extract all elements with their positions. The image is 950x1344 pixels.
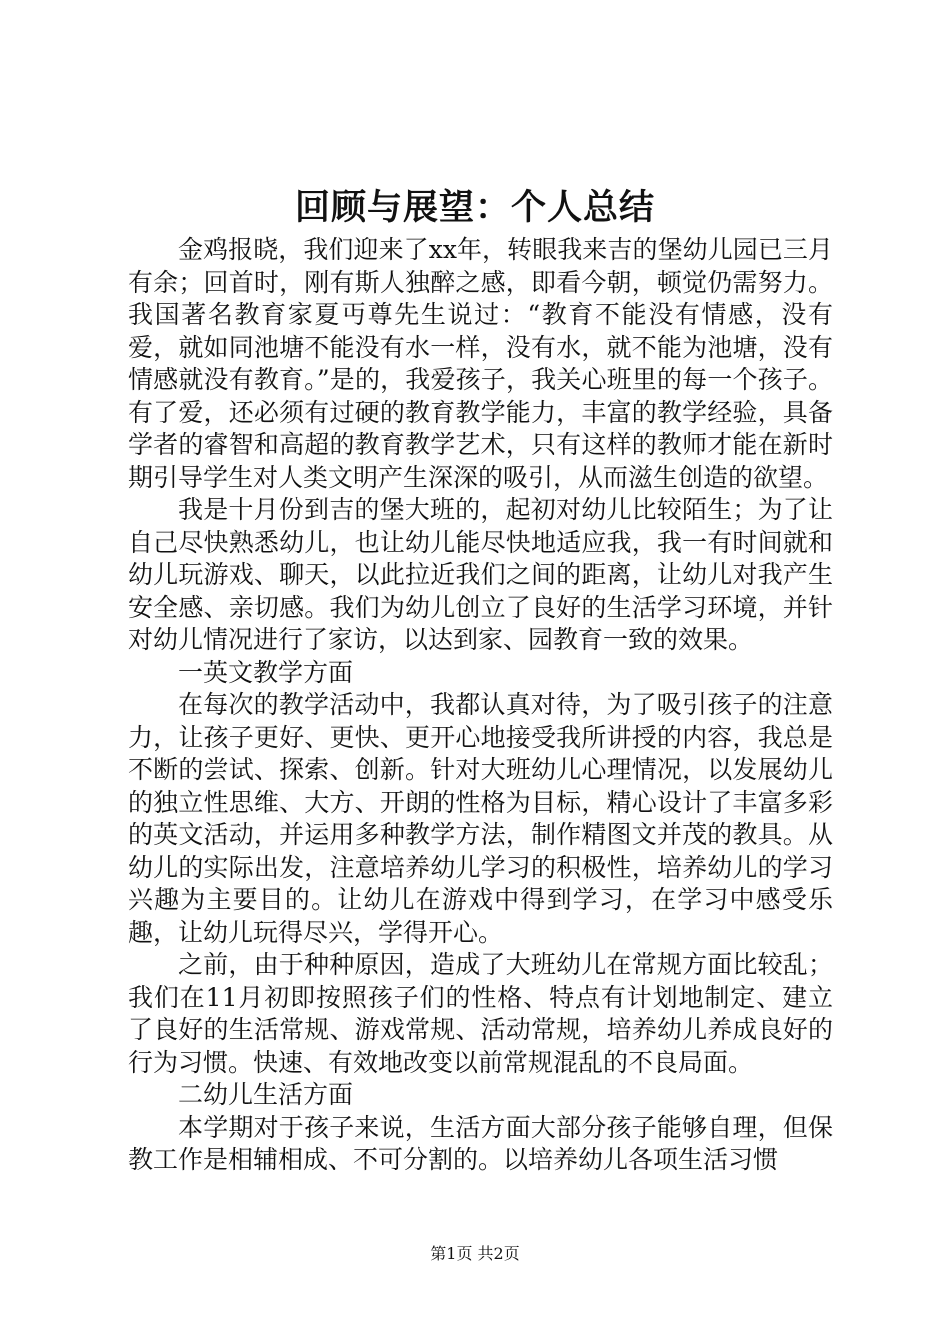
page-title: 回顾与展望：个人总结 <box>294 187 655 228</box>
paragraph-routines: 之前，由于种种原因，造成了大班幼儿在常规方面比较乱；我们在11月初即按照孩子们的性格、特点有计划地制定、建立了良好的生活常规、游戏常规、活动常规，培养幼儿养成良好的行为习惯。快速、有效地改变以前常规混乱的不良局面。 <box>128 950 833 1077</box>
paragraph-english-teaching: 在每次的教学活动中，我都认真对待，为了吸引孩子的注意力，让孩子更好、更快、更开心地接受我所讲授的内容，我总是不断的尝试、探索、创新。针对大班幼儿心理情况，以发展幼儿的独立性思维、大方、开朗的性格为目标，精心设计了丰富多彩的英文活动，并运用多种教学方法，制作精图文并茂的教具。从幼儿的实际出发，注意培养幼儿学习的积极性，培养幼儿的学习兴趣为主要目的。让幼儿在游戏中得到学习，在学习中感受乐趣，让幼儿玩得尽兴，学得开心。 <box>128 690 833 947</box>
paragraph-daily-life: 本学期对于孩子来说，生活方面大部分孩子能够自理，但保教工作是相辅相成、不可分割的。以培养幼儿各项生活习惯 <box>128 1112 833 1174</box>
paragraph-arrival: 我是十月份到吉的堡大班的，起初对幼儿比较陌生；为了让自己尽快熟悉幼儿，也让幼儿能尽快地适应我，我一有时间就和幼儿玩游戏、聊天，以此拉近我们之间的距离，让幼儿对我产生安全感、亲切感。我们为幼儿创立了良好的生活学习环境，并针对幼儿情况进行了家访，以达到家、园教育一致的效果。 <box>128 495 833 654</box>
paragraph-intro: 金鸡报晓，我们迎来了xx年，转眼我来吉的堡幼儿园已三月有余；回首时，刚有斯人独醉之感，即看今朝，顿觉仍需努力。我国著名教育家夏丏尊先生说过：“教育不能没有情感，没有爱，就如同池塘不能没有水一样，没有水，就不能为池塘，没有情感就没有教育。”是的，我爱孩子，我关心班里的每一个孩子。有了爱，还必须有过硬的教育教学能力，丰富的教学经验，具备学者的睿智和高超的教育教学艺术，只有这样的教师才能在新时期引导学生对人类文明产生深深的吸引，从而滋生创造的欲望。 <box>128 235 833 492</box>
document-body <box>128 234 833 1177</box>
section-heading-daily-life: 二幼儿生活方面 <box>178 1080 354 1109</box>
page-indicator: 第1页 共2页 <box>430 1244 520 1263</box>
section-heading-english-teaching: 一英文教学方面 <box>178 657 354 687</box>
